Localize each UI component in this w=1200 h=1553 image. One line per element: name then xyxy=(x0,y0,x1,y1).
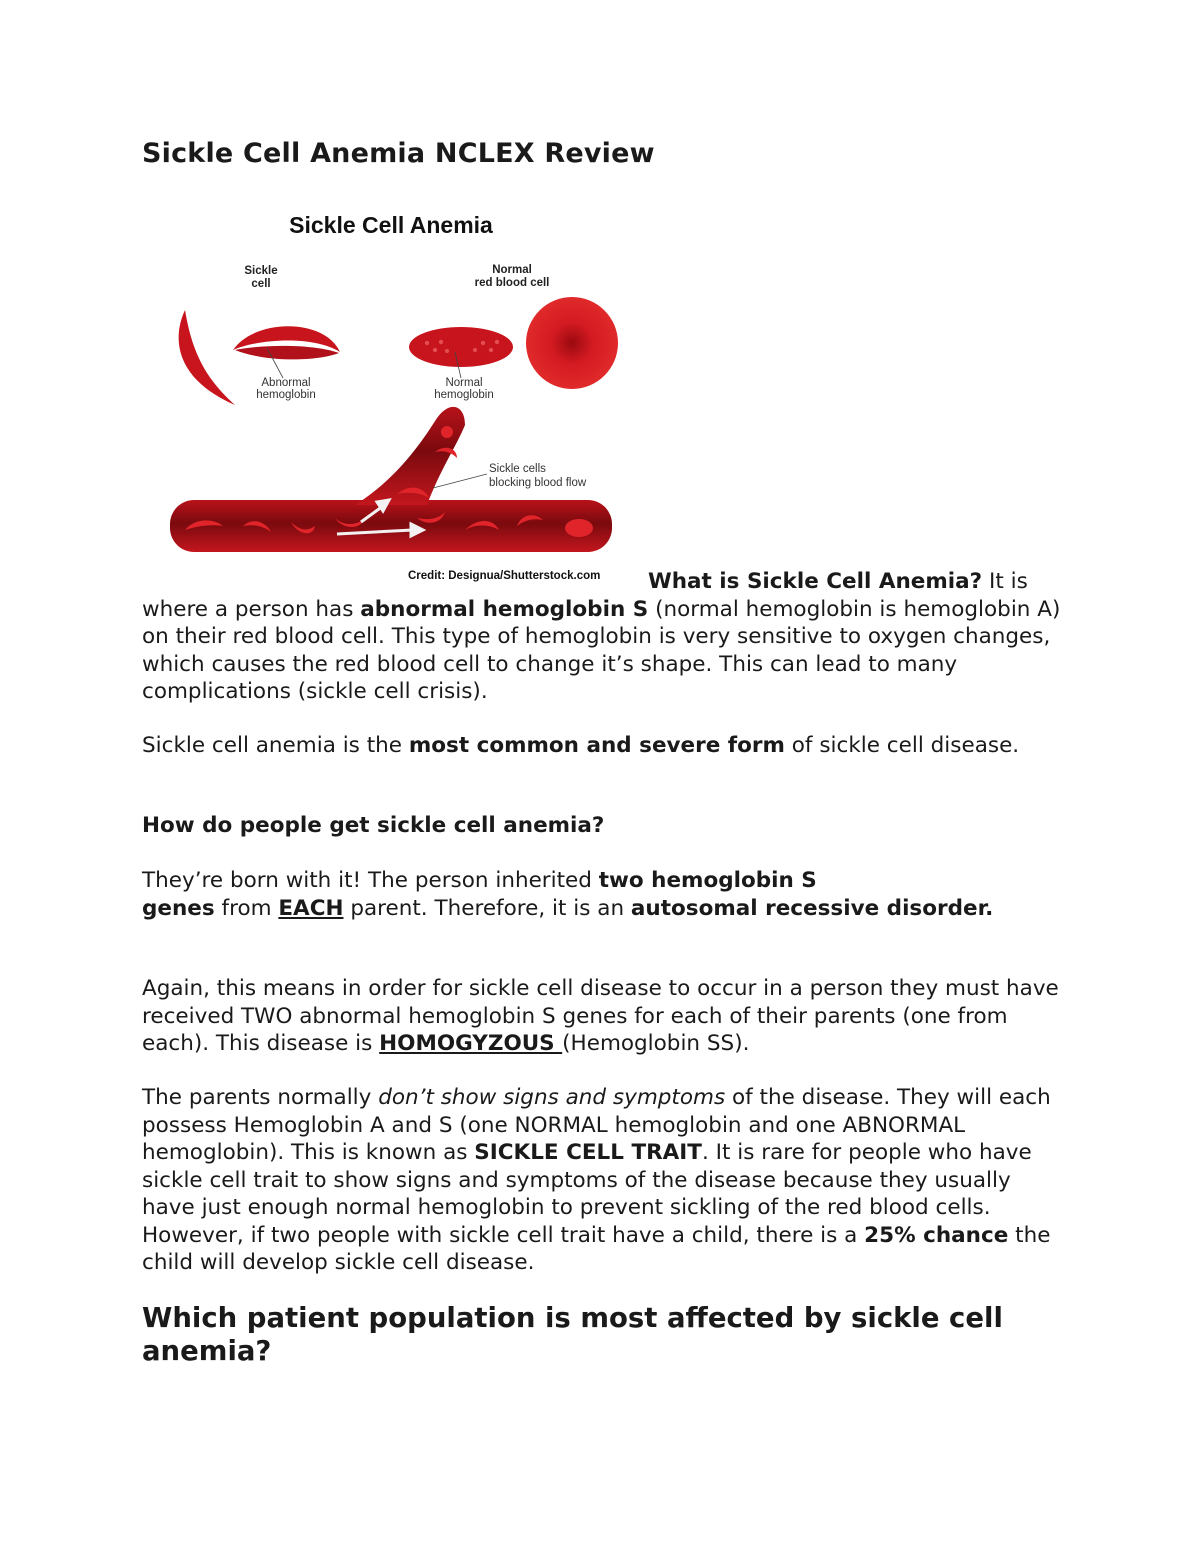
trait-paragraph: The parents normally don’t show signs and symptoms of the disease. They will each possess Hemoglobin A and S (one NORMAL hemoglobin and one ABNORMAL hemoglobin). This is known as SICKLE CELL TRAIT. It is rare for people who have sickle cell trait to show signs and symptoms of the disease because they usually have just enough normal hemoglobin to prevent sickling of the red blood cells. However, if two people with sickle cell trait have a child, there is a 25% chance the child will develop sickle cell disease. xyxy=(142,1085,1051,1275)
population-heading: Which patient population is most affected by sickle cell anemia? xyxy=(142,1302,1003,1367)
label-normal-hb1: Normal xyxy=(445,377,483,389)
figure-title: Sickle Cell Anemia xyxy=(289,212,493,238)
label-block2: blocking blood flow xyxy=(489,477,587,489)
normal-cell-side xyxy=(409,327,513,367)
intro-question: What is Sickle Cell Anemia? xyxy=(648,569,983,594)
label-normal-hb2: hemoglobin xyxy=(434,389,494,401)
label-abnormal-hb: hemoglobin xyxy=(256,389,316,401)
sickle-cell-illustration xyxy=(165,200,655,590)
sickle-cell-shape xyxy=(179,310,235,405)
label-rbc: red blood cell xyxy=(474,277,550,289)
label-abnormal: Abnormal xyxy=(261,377,311,389)
normal-rbc-face xyxy=(526,297,618,389)
label-block1: Sickle cells xyxy=(489,463,546,475)
label-normal: Normal xyxy=(492,264,532,276)
page-title: Sickle Cell Anemia NCLEX Review xyxy=(142,138,655,169)
image-credit: Credit: Designua/Shutterstock.com xyxy=(408,570,601,582)
label-sickle: Sickle xyxy=(244,265,278,277)
how-get-heading: How do people get sickle cell anemia? xyxy=(142,813,605,838)
blood-vessel xyxy=(170,500,612,552)
intro-paragraph: What is Sickle Cell Anemia? It is where a person has abnormal hemoglobin S (normal hemoglobin is hemoglobin A) on their red blood cell. This type of hemoglobin is very sensitive to oxygen changes, which causes the red blood cell to change it’s shape. This can lead to many complications (sickle cell crisis). xyxy=(142,569,1061,704)
homozygous-paragraph: Again, this means in order for sickle cell disease to occur in a person they must have received TWO abnormal hemoglobin S genes for each of their parents (one from each). This disease is HOMOGYZOUS (Hemoglobin SS). xyxy=(142,976,1059,1056)
inheritance-paragraph: They’re born with it! The person inherited two hemoglobin S genes from EACH parent. Therefore, it is an autosomal recessive disorder. xyxy=(142,868,994,921)
common-form-paragraph: Sickle cell anemia is the most common and severe form of sickle cell disease. xyxy=(142,733,1020,758)
label-cell: cell xyxy=(251,278,271,290)
